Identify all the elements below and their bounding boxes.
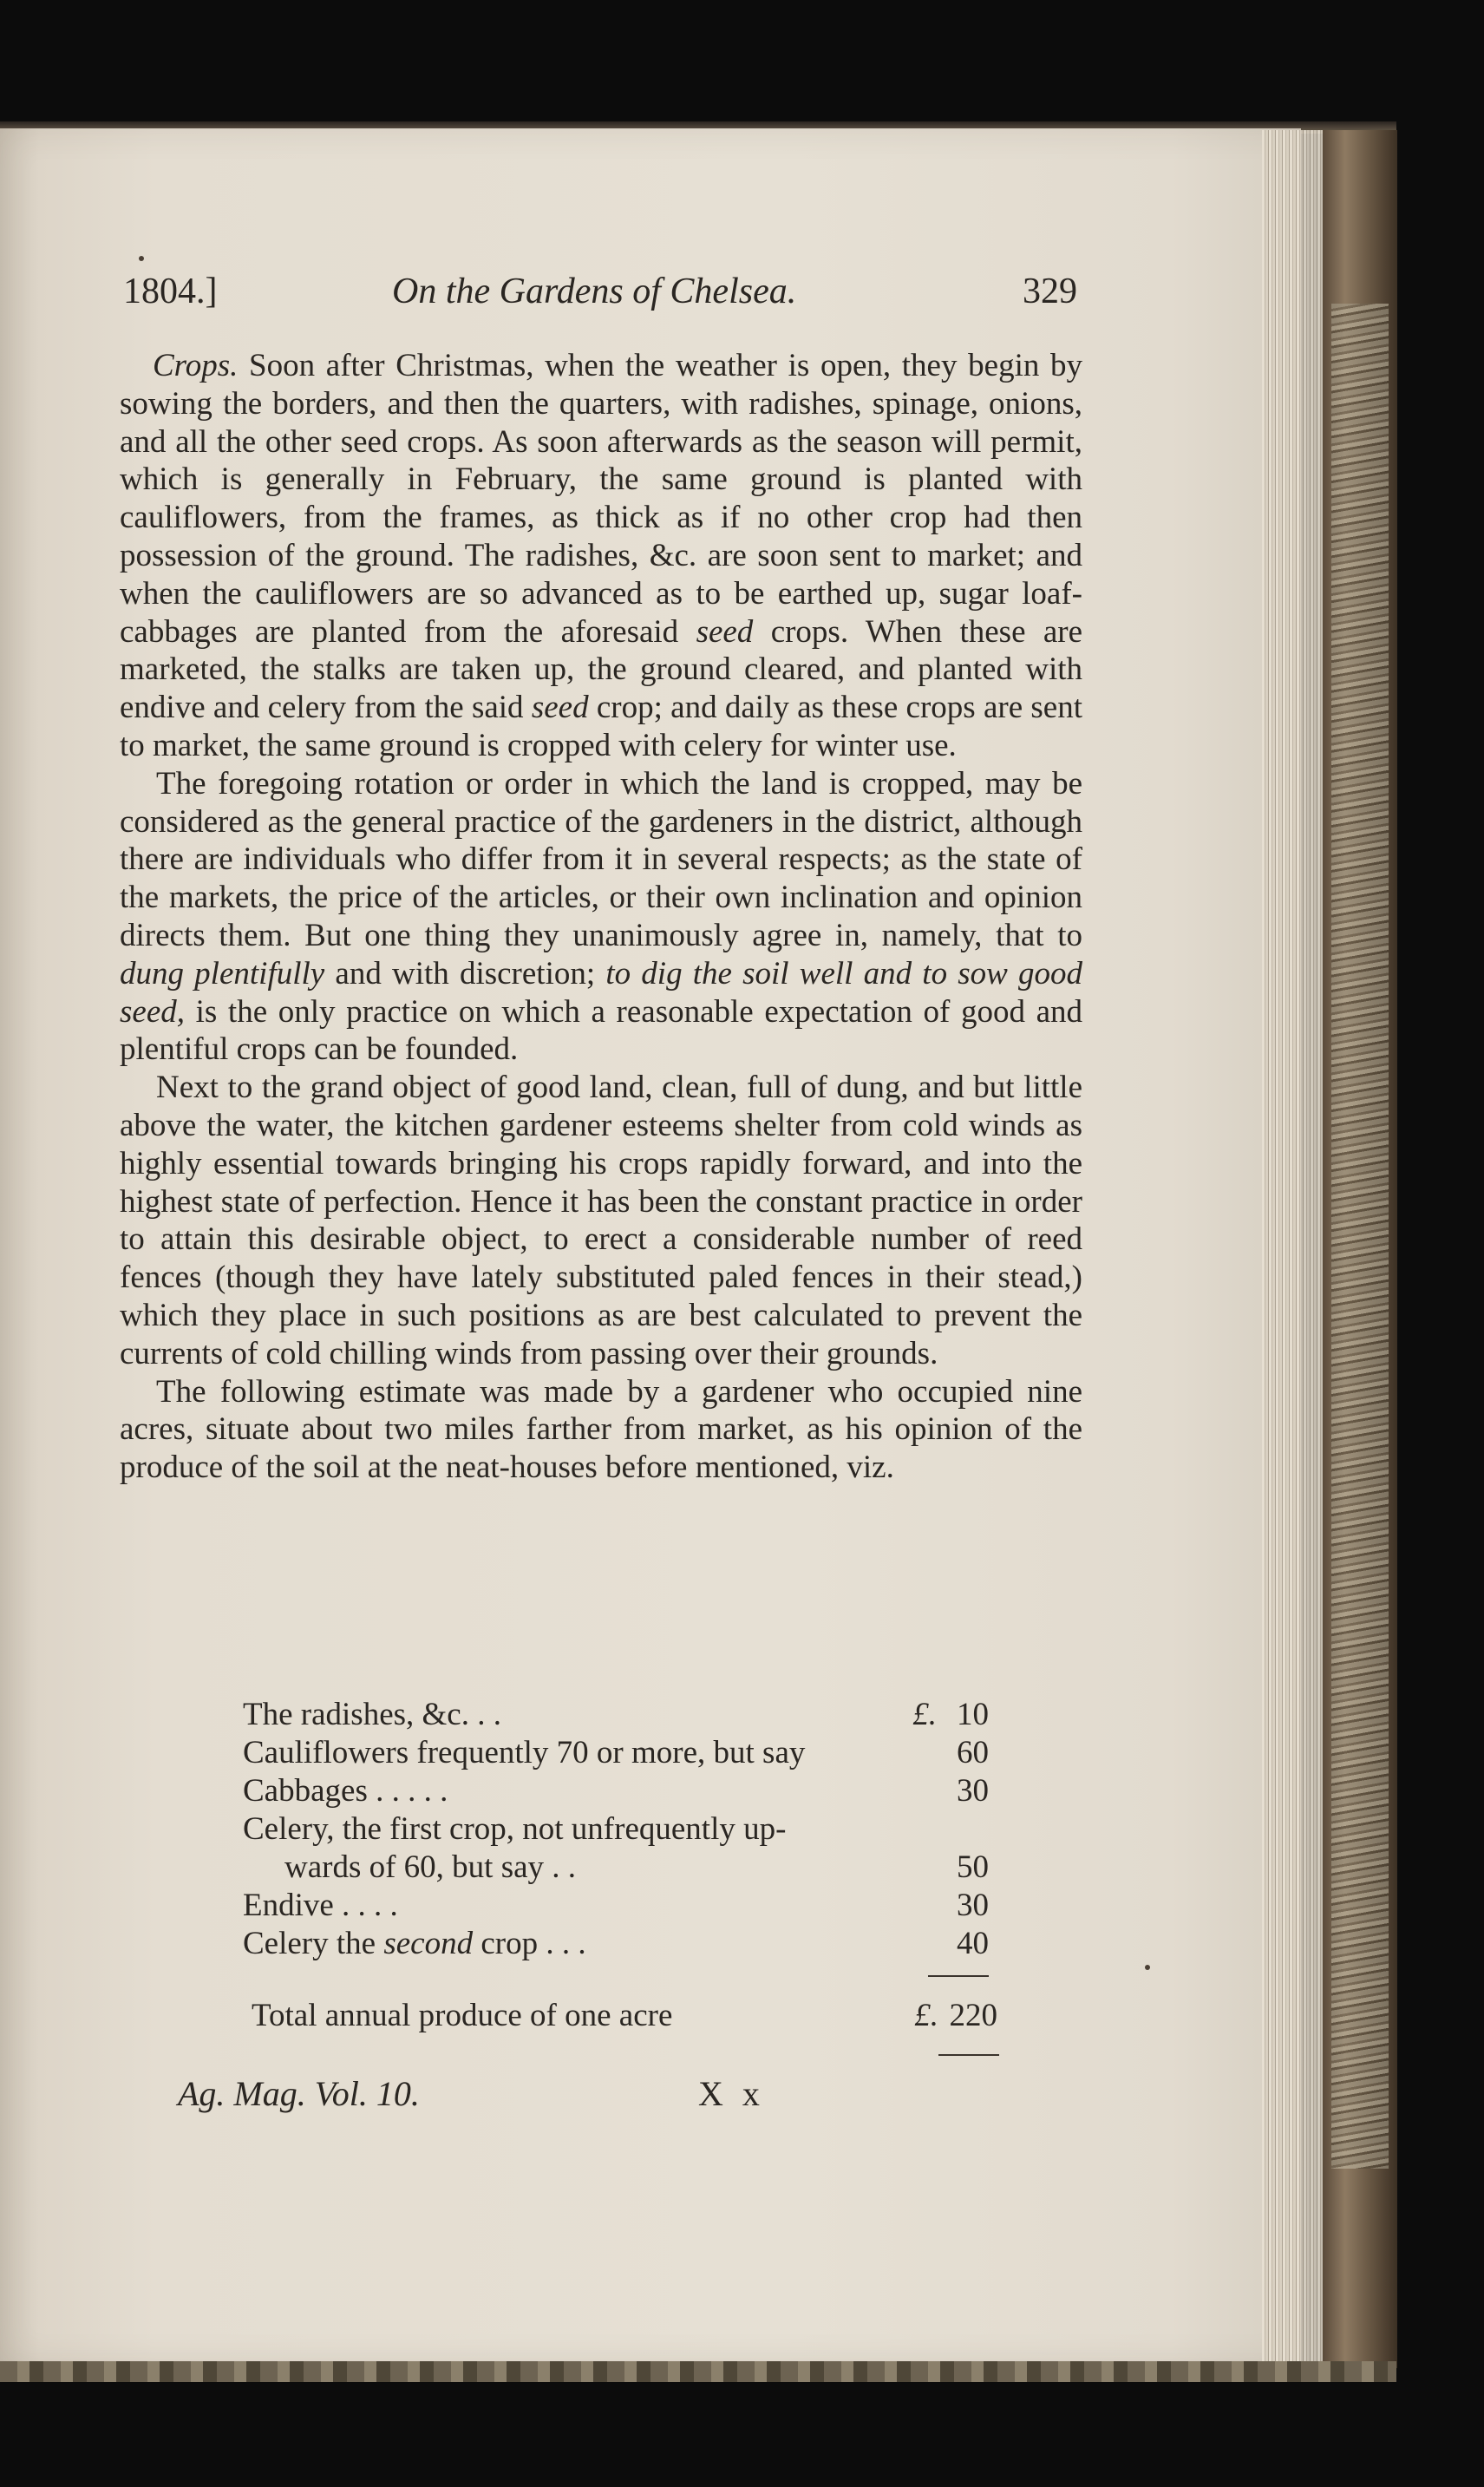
article-body — [120, 347, 1082, 1487]
paragraph-2: The foregoing rotation or order in which the land is cropped, may be considered as the general practice of the gardeners in the district, although there are individuals who differ from it in several respects; as the state of the markets, the price of the articles, or their own inclination and opinion directs them. But one thing they unanimously agree in, namely, that to dung plentifully and with discretion; to dig the soil well and to sow good seed, is the only practice on which a reasonable expectation of good and plentiful crops can be founded. — [120, 765, 1082, 1068]
table-row: Cauliflowers frequently 70 or more, but say 60 — [243, 1735, 989, 1770]
table-row: The radishes, &c. . . £. 10 — [243, 1697, 989, 1732]
ink-speck — [139, 256, 144, 261]
running-header — [123, 271, 1077, 323]
header-year: 1804.] — [123, 272, 218, 311]
table-row: Celery the second crop . . . 40 — [243, 1926, 989, 1961]
table-row: Cabbages . . . . . 30 — [243, 1773, 989, 1809]
table-row: wards of 60, but say . . 50 — [284, 1849, 989, 1885]
table-row: Celery, the first crop, not unfrequently up- — [243, 1811, 787, 1847]
lead-word: Crops. — [153, 348, 239, 383]
paragraph-3: Next to the grand object of good land, clean, full of dung, and but little above the water, the kitchen gardener esteems shelter from cold winds as highly essential towards bringing his crops rapidly forward, and into the highest state of perfection. Hence it has been the constant practice in order to attain this desirable object, to erect a considerable number of reed fences (though they have lately substituted paled fences in their stead,) which they place in such positions as are best calculated to prevent the currents of cold chilling winds from passing over their grounds. — [120, 1070, 1082, 1371]
header-title: On the Gardens of Chelsea. — [392, 272, 797, 311]
page-stack-edges — [1262, 130, 1323, 2368]
table-row: Endive . . . . 30 — [243, 1888, 989, 1923]
page-number: 329 — [1023, 272, 1077, 311]
sum-rule — [928, 1975, 989, 1977]
total-underline — [938, 2054, 999, 2056]
paragraph-4: The following estimate was made by a gardener who occupied nine acres, situate about two miles farther from market, as his opinion of the produce of the soil at the neat-houses before mentioned, viz. — [120, 1373, 1082, 1486]
scan-scene: 1804.] On the Gardens of Chelsea. 329 Crops. Soon after Christmas, when the weather is open, they begin by sowing the borders, and then the quarters, with radishes, spinage, onions, and all the other seed crops. As soon afterwards as the season will permit, which is generally in February, the same ground is planted with cauliflowers, from the frames, as thick as if no other crop had then possession of the ground. The radishes, &c. are soon sent to market; and when the cauliflowers are so advanced as to be earthed up, sugar loaf-cabbages are planted from the aforesaid seed crops. When these are marketed, the stalks are taken up, the ground cleared, and planted with endive and celery from the said seed crop; and daily as these crops are sent to market, the same ground is cropped with celery for winter use. The foregoing rotation or order in which the land is cropped, may be considered as the general practice of the gardeners in the district, although there are individuals who differ from it in several respects; as the state of the markets, the price of the articles, or their own inclination and opinion directs them. But one thing they unanimously agree in, namely, that to dung plentifully and with discretion; to dig the soil well and to sow good seed, is the only practice on which a reasonable expectation of good and plentiful crops can be founded. Next to the grand object of good land, clean, full of dung, and but little above the water, the kitchen gardener esteems shelter from cold winds as highly essential towards bringing his crops rapidly forward, and into the highest state of perfection. Hence it has been the constant practice in order to attain this desirable object, to erect a considerable number of reed fences (though they have lately substituted paled fences in their stead,) which they place in such positions as are best calculated to prevent the currents of cold chilling winds from passing over their grounds. The following estimate was made by a gardener who occupied nine acres, situate about two miles farther from market, as his opinion of the produce of the soil at the neat-houses before mentioned, viz. The radishes, &c. . . £. 10 Cauliflowers frequently 70 or more, but say 60 Cabbages . . . . . 30 Celery, the first crop, not unfrequently up- wards of 60, but say . . 50 Endive . . . . 30 Celery the second crop . . . 40 Total annual produce of one acre £. 220 Ag. Mag. Vol. 10. X x — [0, 0, 1484, 2487]
bottom-page-edge — [0, 2361, 1396, 2382]
footer-signature-mark: X x — [698, 2074, 765, 2113]
footer-source: Ag. Mag. Vol. 10. — [178, 2074, 420, 2113]
ink-speck — [1145, 1965, 1150, 1970]
produce-estimate-table — [243, 1696, 989, 1963]
paragraph-1: Crops. Soon after Christmas, when the weather is open, they begin by sowing the borders, and then the quarters, with radishes, spinage, onions, and all the other seed crops. As soon afterwards as the season will permit, which is generally in February, the same ground is planted with cauliflowers, from the frames, as thick as if no other crop had then possession of the ground. The radishes, &c. are soon sent to market; and when the cauliflowers are so advanced as to be earthed up, sugar loaf-cabbages are planted from the aforesaid seed crops. When these are marketed, the stalks are taken up, the ground cleared, and planted with endive and celery from the said seed crop; and daily as these crops are sent to market, the same ground is cropped with celery for winter use. — [120, 348, 1083, 763]
marbled-cover-texture — [1331, 304, 1389, 2169]
